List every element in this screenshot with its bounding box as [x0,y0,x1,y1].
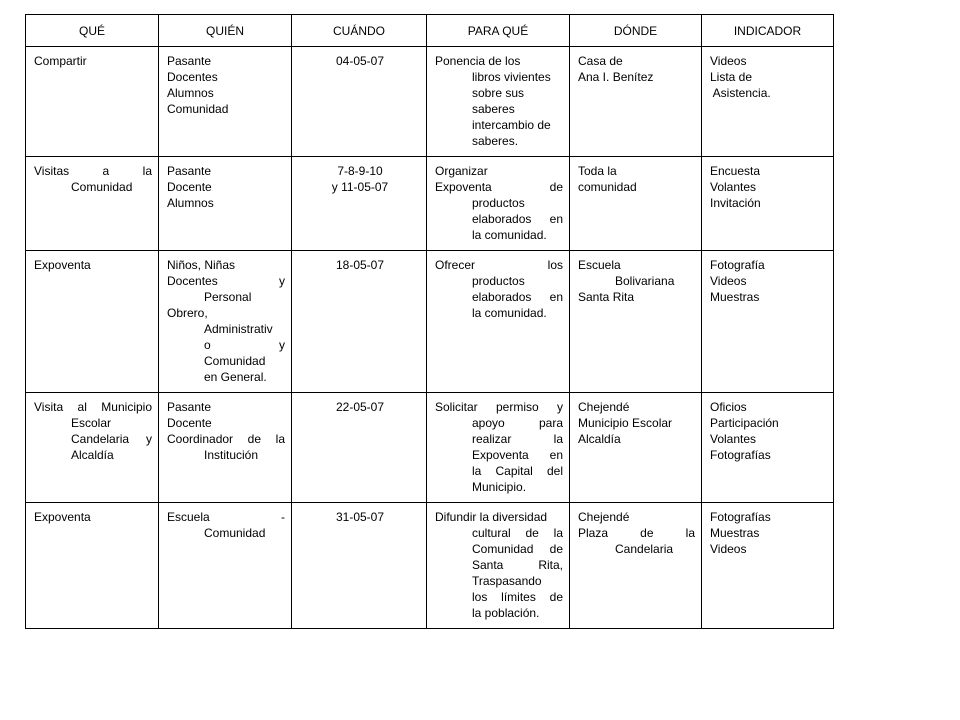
header-row [26,15,834,47]
cell-line: Chejendé [578,510,630,524]
table-header [26,15,834,47]
cell-line: cultural de la [472,526,563,540]
cell-line: Volantes [710,432,757,446]
cell-line: Chejendé [578,400,630,414]
cell-line: Comunidad [167,102,229,116]
cell-line: Videos [710,54,747,68]
cell-line: Comunidad [204,354,266,368]
cell-line: Coordinador de la [167,432,285,446]
cell-indicador [702,503,834,629]
cell-line: Muestras [710,526,760,540]
cell-cuando [292,503,427,629]
cell-line: Casa de [578,54,623,68]
cell-indicador [702,393,834,503]
cell-line: la comunidad. [472,306,547,320]
cell-donde [570,393,702,503]
cell-line: Fotografías [710,448,771,462]
cell-line: Institución [204,448,259,462]
cell-line: saberes. [472,134,519,148]
cell-line: Encuesta [710,164,761,178]
cell-line: en General. [204,370,267,384]
cell-line: Solicitar permiso y [435,400,563,414]
cell-line: la Capital del [472,464,563,478]
cell-line: Administrativ [204,322,273,336]
cell-line: Toda la [578,164,617,178]
cell-line: Compartir [34,54,87,68]
cell-line: realizar la [472,432,563,446]
cell-line: Visitas a la [34,164,152,178]
cell-line: Asistencia. [710,86,771,100]
cell-line: Lista de [710,70,753,84]
cell-line: saberes [472,102,515,116]
cell-line: Plaza de la [578,526,695,540]
cell-line: Escolar [71,416,112,430]
cell-que [26,393,159,503]
cell-line: Pasante [167,54,212,68]
cell-line: Participación [710,416,779,430]
cell-para-que [427,157,570,251]
cell-quien [159,503,292,629]
cell-cuando [292,47,427,157]
cell-line: 22-05-07 [335,400,385,414]
cell-indicador [702,251,834,393]
cell-line: Obrero, [167,306,208,320]
cell-line: Volantes [710,180,757,194]
cell-line: Pasante [167,400,212,414]
cell-line: 7-8-9-10 [337,164,383,178]
cell-line: Expoventa [34,510,91,524]
cell-line: Alumnos [167,86,214,100]
cell-cuando [292,157,427,251]
cell-line: sobre sus [472,86,525,100]
header-que: QUÉ [26,15,159,47]
cell-line: Docentes y [167,274,285,288]
cell-para-que [427,251,570,393]
cell-quien [159,251,292,393]
cell-line: Docente [167,180,212,194]
cell-line: productos [472,196,525,210]
cell-line: o y [204,338,285,352]
cell-quien [159,157,292,251]
cell-donde [570,47,702,157]
table-row [26,251,834,393]
cell-line: intercambio de [472,118,551,132]
cell-line: Ponencia de los [435,54,521,68]
cell-line: elaborados en [472,290,563,304]
cell-line: Oficios [710,400,747,414]
cell-line: Muestras [710,290,760,304]
cell-line: productos [472,274,525,288]
cell-cuando [292,251,427,393]
cell-quien [159,393,292,503]
cell-line: Escuela - [167,510,285,524]
cell-donde [570,503,702,629]
cell-line: y 11-05-07 [331,180,389,194]
cell-donde [570,251,702,393]
cell-line: libros vivientes [472,70,551,84]
cell-line: Pasante [167,164,212,178]
cell-line: Fotografía [710,258,765,272]
header-donde: DÓNDE [570,15,702,47]
header-cuando: CUÁNDO [292,15,427,47]
cell-que [26,251,159,393]
cell-line: Candelaria y [71,432,152,446]
cell-indicador [702,157,834,251]
activity-plan-table [25,14,834,629]
table-row [26,157,834,251]
table-row [26,47,834,157]
cell-line: 31-05-07 [335,510,385,524]
table-row [26,393,834,503]
cell-line: Candelaria [615,542,674,556]
cell-line: Alcaldía [71,448,114,462]
cell-line: Expoventa [34,258,91,272]
cell-line: Escuela [578,258,621,272]
cell-line: Comunidad de [472,542,563,556]
cell-line: Difundir la diversidad [435,510,548,524]
cell-quien [159,47,292,157]
cell-line: Ana I. Benítez [578,70,654,84]
cell-indicador [702,47,834,157]
cell-line: comunidad [578,180,637,194]
cell-line: Niños, Niñas [167,258,236,272]
cell-que [26,503,159,629]
header-quien: QUIÉN [159,15,292,47]
cell-line: apoyo para [472,416,563,430]
cell-line: Videos [710,274,747,288]
header-para-que: PARA QUÉ [427,15,570,47]
cell-line: Municipio. [472,480,527,494]
cell-que [26,157,159,251]
cell-que [26,47,159,157]
cell-line: Fotografías [710,510,771,524]
cell-line: elaborados en [472,212,563,226]
cell-line: Santa Rita [578,290,635,304]
cell-line: Bolivariana [615,274,675,288]
cell-line: Municipio Escolar [578,416,673,430]
cell-line: la población. [472,606,540,620]
cell-para-que [427,393,570,503]
cell-line: Expoventa de [435,180,563,194]
cell-cuando [292,393,427,503]
cell-line: Comunidad [71,180,133,194]
cell-line: Alumnos [167,196,214,210]
cell-line: Personal [204,290,252,304]
table-body [26,47,834,629]
cell-donde [570,157,702,251]
cell-line: 18-05-07 [335,258,385,272]
cell-line: Ofrecer los [435,258,563,272]
cell-para-que [427,503,570,629]
cell-line: Invitación [710,196,761,210]
table-row [26,503,834,629]
cell-line: Videos [710,542,747,556]
cell-line: Visita al Municipio [34,400,152,414]
cell-line: Comunidad [204,526,266,540]
header-indicador: INDICADOR [702,15,834,47]
cell-line: Docente [167,416,212,430]
cell-line: Alcaldía [578,432,621,446]
cell-line: 04-05-07 [335,54,385,68]
cell-line: Santa Rita, [472,558,563,572]
cell-line: Traspasando [472,574,542,588]
cell-line: Docentes [167,70,218,84]
cell-line: la comunidad. [472,228,547,242]
cell-line: Expoventa en [472,448,563,462]
cell-line: Organizar [435,164,488,178]
cell-para-que [427,47,570,157]
cell-line: los límites de [472,590,563,604]
